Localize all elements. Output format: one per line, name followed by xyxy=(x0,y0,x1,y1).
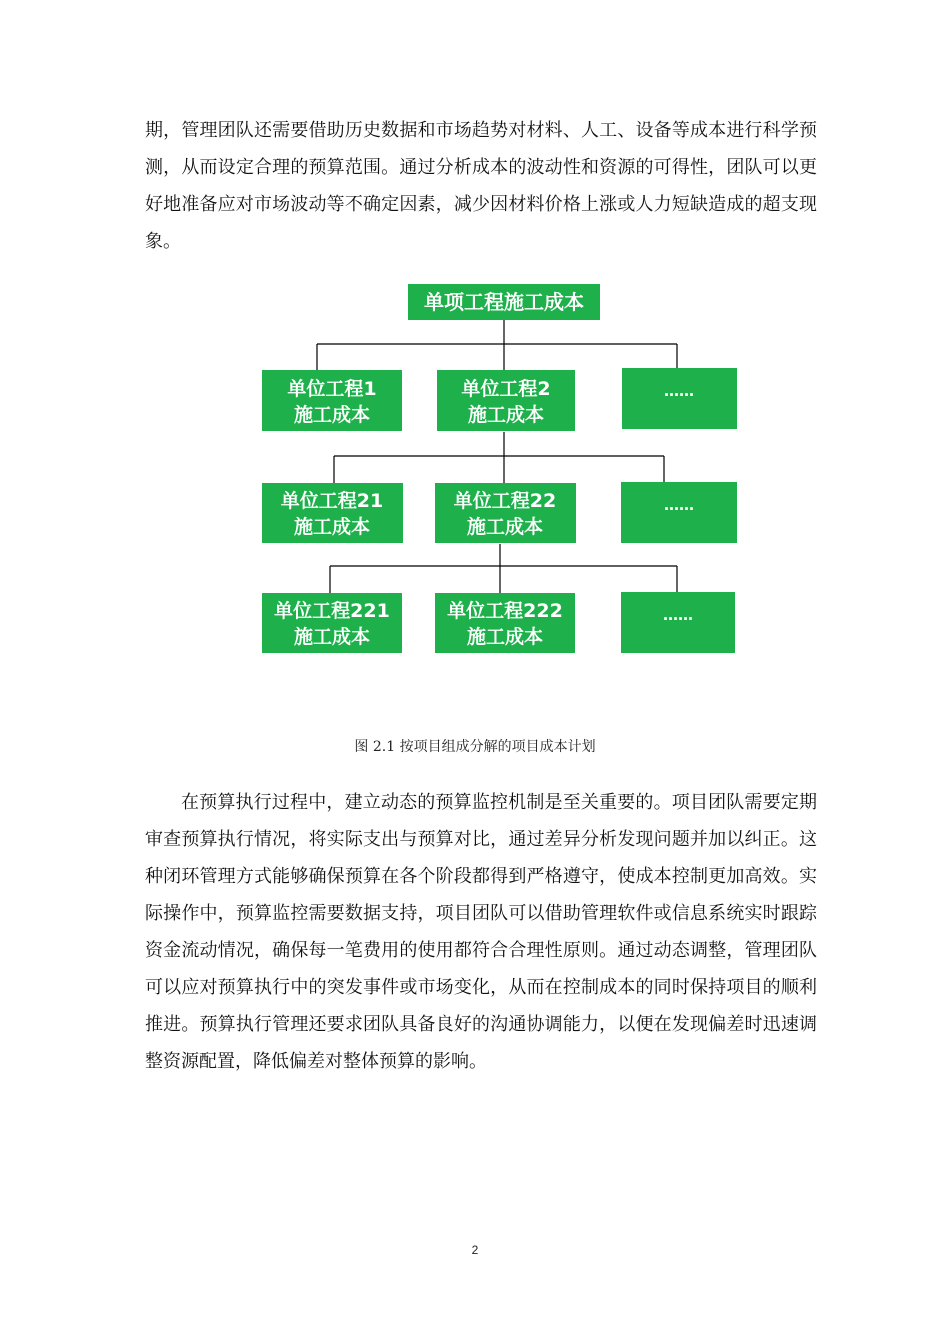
node-level2-more-label: …… xyxy=(664,496,694,514)
node-level2-1-line2: 施工成本 xyxy=(293,516,371,538)
node-level2-1 xyxy=(262,483,403,543)
node-level2-more xyxy=(621,482,737,543)
node-level1-1 xyxy=(262,370,402,431)
paragraph-budget-monitoring: 在预算执行过程中，建立动态的预算监控机制是至关重要的。项目团队需要定期审查预算执行情况，将实际支出与预算对比，通过差异分析发现问题并加以纠正。这种闭环管理方式能够确保预算在各个阶段都得到严格遵守，使成本控制更加高效。实际操作中，预算监控需要数据支持，项目团队可以借助管理软件或信息系统实时跟踪资金流动情况，确保每一笔费用的使用都符合合理性原则。通过动态调整，管理团队可以应对预算执行中的突发事件或市场变化，从而在控制成本的同时保持项目的顺利推进。预算执行管理还要求团队具备良好的沟通协调能力，以便在发现偏差时迅速调整资源配置，降低偏差对整体预算的影响。 xyxy=(145,792,817,1072)
node-level3-1-line2: 施工成本 xyxy=(293,626,371,648)
node-root-label: 单项工程施工成本 xyxy=(424,290,584,314)
node-level1-2 xyxy=(437,370,575,431)
node-level3-more-label: …… xyxy=(663,606,693,624)
node-level3-2-line1: 单位工程222 xyxy=(447,600,563,622)
node-level1-1-line2: 施工成本 xyxy=(293,404,371,426)
node-level3-1 xyxy=(262,593,402,653)
node-level1-2-line2: 施工成本 xyxy=(467,404,545,426)
node-level2-2-line2: 施工成本 xyxy=(466,516,544,538)
node-root xyxy=(408,284,600,320)
node-level3-2-line2: 施工成本 xyxy=(466,626,544,648)
node-level2-1-line1: 单位工程21 xyxy=(280,490,384,512)
node-level3-more xyxy=(621,592,735,653)
node-level1-more-label: …… xyxy=(664,382,694,400)
node-level1-more xyxy=(622,368,737,429)
node-level3-1-line1: 单位工程221 xyxy=(274,600,390,622)
node-level2-2 xyxy=(435,483,576,543)
paragraph-intro: 期，管理团队还需要借助历史数据和市场趋势对材料、人工、设备等成本进行科学预测，从而设定合理的预算范围。通过分析成本的波动性和资源的可得性，团队可以更好地准备应对市场波动等不确定因素，减少因材料价格上涨或人力短缺造成的超支现象。 xyxy=(145,120,817,252)
node-level1-1-line1: 单位工程1 xyxy=(287,378,377,400)
node-level3-2 xyxy=(435,593,575,653)
node-level2-2-line1: 单位工程22 xyxy=(453,490,557,512)
node-level1-2-line1: 单位工程2 xyxy=(461,378,551,400)
figure-caption: 图 2.1 按项目组成分解的项目成本计划 xyxy=(354,739,596,755)
page-number: 2 xyxy=(471,1243,479,1257)
